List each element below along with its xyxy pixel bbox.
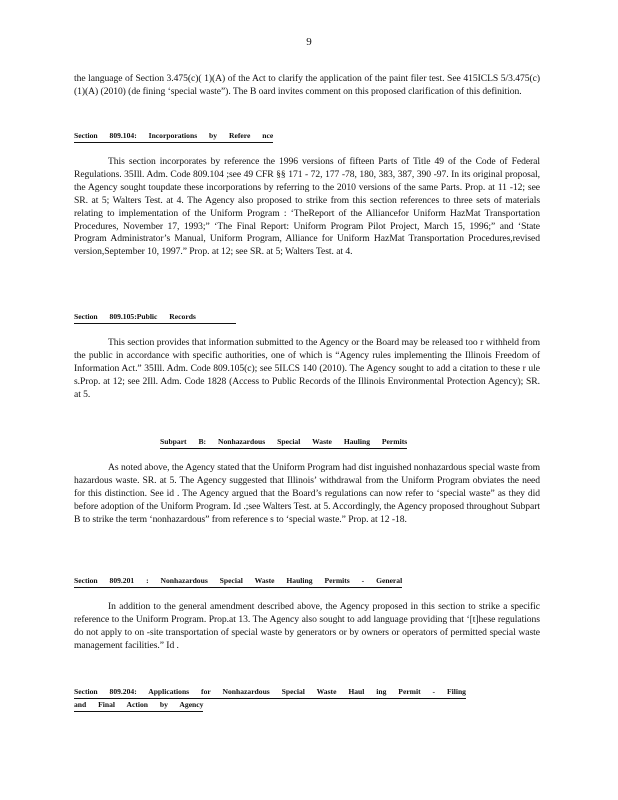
heading-section-809-201 <box>74 576 402 588</box>
paragraph-text: In addition to the general amendment described above, the Agency proposed in this section to strike a specific reference to the Uniform Program. Prop.at 13. The Agency also sought to add language providing that ‘[t]hese regulations do not apply to on -site transportation of special waste by generators or by owners or operators of permitted special waste management facilities.” Id . <box>74 601 540 651</box>
heading-text-line-2: and Final Action by Agency <box>74 699 203 712</box>
heading-text: Section 809.104: Incorporations by Refere nce <box>74 131 273 143</box>
paragraph-section-809-105 <box>74 337 540 402</box>
heading-section-809-104 <box>74 131 273 143</box>
heading-section-809-105 <box>74 312 236 324</box>
paragraph-text: As noted above, the Agency stated that the Uniform Program had dist inguished nonhazardous special waste from hazardous waste. SR. at 5. The Agency suggested that Illinois’ withdrawal from the Uniform Program obviates the need for this distinction. See id . The Agency argued that the Board’s regulations can now refer to ‘special waste” as they did before adoption of the Uniform Program. Id .;see Walters Test. at 5. Accordingly, the Agency proposed throughout Subpart B to strike the term ‘nonhazardous” from reference s to ‘special waste.” Prop. at 12 -18. <box>74 462 540 525</box>
page-number: 9 <box>306 36 312 48</box>
heading-text: Subpart B: Nonhazardous Special Waste Hauling Permits <box>160 437 407 449</box>
paragraph-section-809-104 <box>74 156 540 259</box>
paragraph-text: This section incorporates by reference the 1996 versions of fifteen Parts of Title 49 of the Code of Federal Regulations. 35Ill. Adm. Code 809.104 ;see 49 CFR §§ 171 - 72, 177 -78, 180, 383, 387, 390 -97. In its original proposal, the Agency sought toupdate these incorporations by referring to the 2010 versions of the same Parts. Prop. at 11 -12; see SR. at 5; Walters Test. at 4. The Agency also proposed to strike from this section references to three sets of materials relating to implementation of the Uniform Program : ‘TheReport of the Alliancefor Uniform HazMat Transportation Procedures, November 17, 1993;” ‘The Final Report: Uniform Program Pilot Project, March 15, 1996;” and ‘State Program Administrator’s Manual, Uniform Program, Alliance for Uniform HazMat Transportation Procedures,revised version,September 10, 1997.” Prop. at 12; see SR. at 5; Walters Test. at 4. <box>74 156 540 258</box>
heading-text: Section 809.201 : Nonhazardous Special Waste Hauling Permits - General <box>74 576 402 588</box>
heading-section-809-204 <box>74 686 466 712</box>
paragraph-section-809-201 <box>74 601 540 653</box>
heading-text-line-1: Section 809.204: Applications for Nonhazardous Special Waste Haul ing Permit - Filing <box>74 686 466 699</box>
heading-subpart-b <box>160 437 407 449</box>
heading-text: Section 809.105:Public Records <box>74 312 236 324</box>
paragraph-intro <box>74 73 540 99</box>
paragraph-subpart-b <box>74 462 540 527</box>
paragraph-text: This section provides that information submitted to the Agency or the Board may be released too r withheld from the public in accordance with specific authorities, one of which is “Agency rules implementing the Illinois Freedom of Information Act.” 35Ill. Adm. Code 809.105(c); see 5ILCS 140 (2010). The Agency sought to add a citation to these r ule s.Prop. at 12; see 2Ill. Adm. Code 1828 (Access to Public Records of the Illinois Environmental Protection Agency); SR. at 5. <box>74 337 540 400</box>
paragraph-text: the language of Section 3.475(c)( 1)(A) of the Act to clarify the application of the paint filer test. See 415ICLS 5/3.475(c)(1)(A) (2010) (de fining ‘special waste”). The B oard invites comment on this proposed clarification of this definition. <box>74 73 540 97</box>
